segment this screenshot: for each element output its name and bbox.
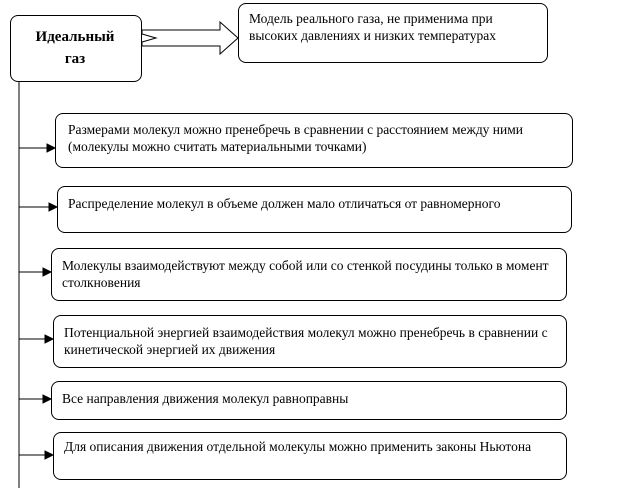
property-box: [55, 113, 573, 168]
property-text: Размерами молекул можно пренебречь в сравнении с расстоянием между ними (молекулы можно считать материальными точками): [68, 122, 524, 154]
property-box: [51, 381, 567, 420]
ideal-gas-title-line2: газ: [64, 51, 86, 67]
ideal-gas-title-line1: Идеальный: [35, 29, 115, 45]
property-box: [53, 315, 567, 368]
property-box: [57, 186, 572, 233]
property-text: Для описания движения отдельной молекулы можно применить законы Ньютона: [64, 439, 532, 454]
property-box: [53, 432, 567, 480]
property-text: Потенциальной энергией взаимодействия молекул можно пренебречь в сравнении с кинетической энергией их движения: [64, 325, 548, 357]
property-text: Распределение молекул в объеме должен мало отличаться от равномерного: [68, 196, 501, 211]
property-box: [51, 248, 567, 301]
property-text: Все направления движения молекул равноправны: [62, 391, 349, 406]
ideal-gas-box: [10, 15, 142, 82]
property-text: Молекулы взаимодействуют между собой или со стенкой посудины только в момент столкновения: [62, 258, 549, 290]
note-text: Модель реального газа, не применима при высоких давлениях и низких температурах: [249, 11, 496, 43]
note-box: [238, 3, 548, 63]
block-arrow: [142, 22, 238, 54]
